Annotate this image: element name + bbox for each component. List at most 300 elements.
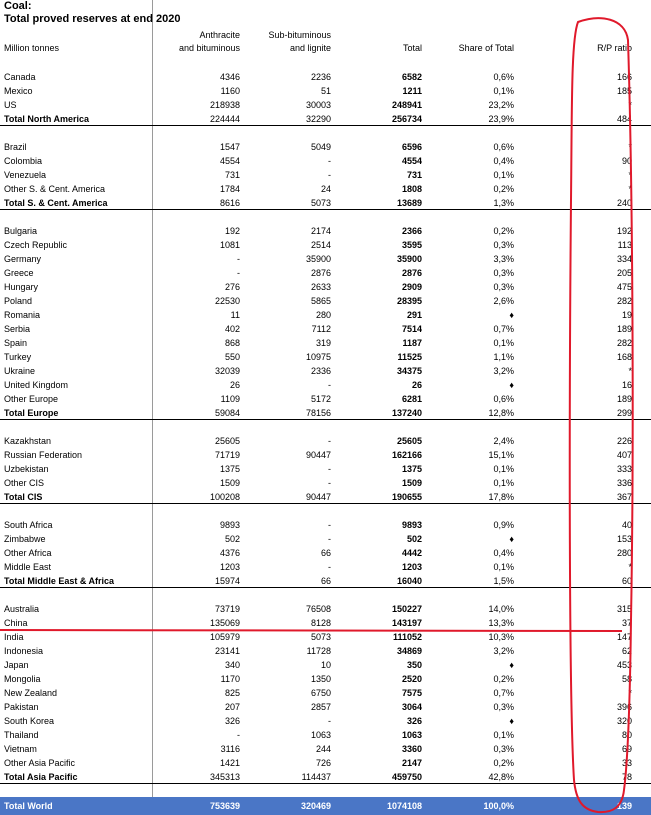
total-underline (0, 503, 651, 504)
rp-ratio-header: R/P ratio (597, 43, 632, 53)
cell-share: 0,4% (493, 548, 514, 558)
cell-tot: 1375 (401, 464, 422, 474)
cell-ant: 1170 (220, 674, 240, 684)
cell-share: 0,1% (493, 170, 514, 180)
cell-tot: 162166 (391, 450, 422, 460)
cell-sub: 10 (320, 660, 331, 670)
cell-rp: 189 (616, 324, 632, 334)
cell-sub: - (328, 464, 331, 474)
cell-tot: 28395 (396, 296, 422, 306)
cell-tot: 6596 (401, 142, 422, 152)
cell-rp: 60 (621, 576, 632, 586)
cell-sub: 66 (320, 576, 331, 586)
cell-tot: 137240 (391, 408, 422, 418)
cell-tot: 16040 (396, 576, 422, 586)
world-total-row (0, 799, 651, 813)
cell-sub: 1350 (310, 674, 331, 684)
table-row (0, 714, 651, 728)
cell-ant: 731 (224, 170, 240, 180)
cell-ant: 105979 (209, 632, 240, 642)
cell-rp: 58 (621, 674, 632, 684)
cell-share: ♦ (509, 660, 514, 670)
cell-sub: 2633 (310, 282, 331, 292)
cell-rp: * (628, 688, 632, 698)
cell-share: 2,4% (493, 436, 514, 446)
cell-share: 1,1% (493, 352, 514, 362)
table-row (0, 98, 651, 112)
cell-share: ♦ (509, 310, 514, 320)
cell-tot: 2876 (401, 268, 422, 278)
cell-rp: 153 (616, 534, 632, 544)
cell-name: South Korea (4, 716, 55, 726)
table-row (0, 518, 651, 532)
table-row (0, 308, 651, 322)
cell-tot: 7575 (401, 688, 422, 698)
cell-share: 17,8% (488, 492, 514, 502)
cell-ant: - (237, 254, 240, 264)
cell-ant: 207 (224, 702, 240, 712)
cell-ant: 340 (224, 660, 240, 670)
cell-share: 0,2% (493, 674, 514, 684)
cell-rp: 90 (621, 156, 632, 166)
cell-rp: 113 (617, 240, 632, 250)
cell-sub: 5172 (310, 394, 331, 404)
cell-tot: 1211 (402, 86, 422, 96)
cell-sub: 5865 (310, 296, 331, 306)
cell-tot: 1063 (401, 730, 422, 740)
total-underline (0, 783, 651, 784)
cell-tot: 2909 (401, 282, 422, 292)
cell-sub: 8128 (310, 618, 331, 628)
cell-share: 0,1% (493, 464, 514, 474)
cell-name: Total Asia Pacific (4, 772, 78, 782)
cell-name: Vietnam (4, 744, 37, 754)
cell-name: Venezuela (4, 170, 47, 180)
cell-tot: 9893 (401, 520, 422, 530)
cell-ant: 1547 (219, 142, 240, 152)
cell-ant: 345313 (209, 772, 240, 782)
anthracite-header-line1: Anthracite (199, 30, 240, 40)
total-underline (0, 125, 651, 126)
cell-tot: 291 (406, 310, 422, 320)
cell-share: 0,1% (493, 730, 514, 740)
cell-name: Total Europe (4, 408, 59, 418)
cell-ant: - (237, 730, 240, 740)
table-row (0, 280, 651, 294)
cell-ant: 1784 (219, 184, 240, 194)
cell-share: 2,6% (493, 296, 514, 306)
cell-ant: 100208 (209, 492, 240, 502)
table-row (0, 658, 651, 672)
cell-ant: 26 (229, 380, 240, 390)
cell-name: Middle East (4, 562, 52, 572)
cell-share: 100,0% (483, 801, 514, 811)
cell-sub: 10975 (305, 352, 331, 362)
cell-sub: 5073 (310, 632, 331, 642)
cell-ant: 3116 (220, 744, 240, 754)
cell-name: Zimbabwe (4, 534, 46, 544)
cell-sub: 5073 (310, 198, 331, 208)
table-row (0, 462, 651, 476)
cell-tot: 3064 (401, 702, 422, 712)
cell-ant: 825 (224, 688, 240, 698)
cell-sub: 90447 (305, 450, 331, 460)
sheet-title: Coal: (4, 0, 32, 12)
cell-ant: 22530 (214, 296, 240, 306)
cell-ant: 1421 (219, 758, 240, 768)
cell-rp: 280 (616, 548, 632, 558)
sheet-subtitle: Total proved reserves at end 2020 (4, 13, 181, 25)
region-total-row (0, 490, 651, 504)
cell-name: Czech Republic (4, 240, 68, 250)
cell-name: Germany (4, 254, 42, 264)
cell-name: Thailand (4, 730, 39, 740)
total-underline (0, 587, 651, 588)
table-row (0, 364, 651, 378)
cell-sub: 114437 (301, 772, 331, 782)
cell-share: 3,2% (493, 366, 514, 376)
cell-name: Other CIS (4, 478, 45, 488)
cell-rp: 80 (621, 730, 632, 740)
share-header: Share of Total (458, 43, 514, 53)
cell-name: Canada (4, 72, 36, 82)
cell-ant: 23141 (214, 646, 240, 656)
cell-rp: 240 (616, 198, 632, 208)
table-row (0, 434, 651, 448)
cell-tot: 2366 (401, 226, 422, 236)
table-row (0, 378, 651, 392)
cell-name: United Kingdom (4, 380, 69, 390)
cell-share: 0,1% (493, 562, 514, 572)
cell-ant: 9893 (219, 520, 240, 530)
total-header: Total (402, 43, 422, 53)
cell-ant: 1081 (219, 240, 240, 250)
cell-sub: - (328, 562, 331, 572)
cell-name: New Zealand (4, 688, 58, 698)
cell-rp: 40 (621, 520, 632, 530)
cell-sub: - (328, 156, 331, 166)
cell-share: 12,8% (488, 408, 514, 418)
cell-share: 10,3% (488, 632, 514, 642)
cell-rp: * (628, 170, 632, 180)
cell-share: 0,9% (493, 520, 514, 530)
cell-sub: - (328, 436, 331, 446)
cell-tot: 256734 (391, 114, 422, 124)
cell-rp: 69 (621, 744, 632, 754)
cell-name: Pakistan (4, 702, 39, 712)
cell-tot: 1509 (401, 478, 422, 488)
cell-rp: 367 (616, 492, 632, 502)
cell-ant: 8616 (219, 198, 240, 208)
cell-sub: 66 (320, 548, 331, 558)
cell-share: ♦ (509, 534, 514, 544)
cell-ant: 276 (224, 282, 240, 292)
cell-rp: 166 (616, 72, 632, 82)
table-row (0, 350, 651, 364)
region-total-row (0, 112, 651, 126)
cell-name: Mexico (4, 86, 33, 96)
region-total-row (0, 770, 651, 784)
cell-sub: 2876 (310, 268, 331, 278)
cell-sub: 51 (320, 86, 331, 96)
cell-name: China (4, 618, 28, 628)
cell-share: 0,3% (493, 268, 514, 278)
region-total-row (0, 196, 651, 210)
cell-sub: 2857 (310, 702, 331, 712)
table-row (0, 476, 651, 490)
cell-rp: * (628, 142, 632, 152)
cell-sub: 280 (315, 310, 331, 320)
cell-name: Kazakhstan (4, 436, 52, 446)
cell-ant: 218938 (209, 100, 240, 110)
cell-ant: 1375 (219, 464, 240, 474)
cell-sub: 319 (315, 338, 331, 348)
cell-name: Romania (4, 310, 41, 320)
cell-rp: 189 (616, 394, 632, 404)
cell-share: 0,3% (493, 744, 514, 754)
cell-share: 0,6% (493, 72, 514, 82)
region-total-row (0, 574, 651, 588)
cell-sub: 90447 (305, 492, 331, 502)
cell-sub: 726 (315, 758, 331, 768)
cell-rp: 475 (616, 282, 632, 292)
table-row (0, 266, 651, 280)
cell-ant: 11 (230, 310, 240, 320)
table-row (0, 336, 651, 350)
table-row (0, 84, 651, 98)
cell-rp: 484 (616, 114, 632, 124)
cell-tot: 1808 (401, 184, 422, 194)
subbituminous-header-line2: and lignite (289, 43, 331, 53)
cell-rp: * (628, 366, 632, 376)
table-row (0, 630, 651, 644)
table-row (0, 616, 651, 630)
cell-tot: 2147 (401, 758, 422, 768)
cell-name: Japan (4, 660, 29, 670)
cell-rp: 139 (616, 801, 632, 811)
table-row (0, 560, 651, 574)
table-row (0, 294, 651, 308)
cell-share: 13,3% (488, 618, 514, 628)
table-row (0, 224, 651, 238)
table-row (0, 644, 651, 658)
cell-name: Mongolia (4, 674, 41, 684)
cell-rp: 282 (616, 338, 632, 348)
cell-ant: 1203 (219, 562, 240, 572)
cell-share: 1,3% (493, 198, 514, 208)
cell-sub: 76508 (305, 604, 331, 614)
cell-tot: 143197 (391, 618, 422, 628)
cell-share: 14,0% (488, 604, 514, 614)
cell-sub: 32290 (305, 114, 331, 124)
cell-rp: 396 (616, 702, 632, 712)
cell-name: Russian Federation (4, 450, 83, 460)
table-row (0, 140, 651, 154)
cell-rp: 147 (616, 632, 632, 642)
cell-sub: 78156 (305, 408, 331, 418)
cell-sub: - (328, 170, 331, 180)
cell-tot: 34869 (396, 646, 422, 656)
cell-ant: 71719 (214, 450, 240, 460)
cell-share: 0,7% (493, 324, 514, 334)
cell-rp: 282 (616, 296, 632, 306)
cell-name: Poland (4, 296, 33, 306)
cell-name: Uzbekistan (4, 464, 49, 474)
cell-ant: 502 (224, 534, 240, 544)
cell-ant: 1160 (220, 86, 240, 96)
cell-share: 3,3% (493, 254, 514, 264)
table-row (0, 238, 651, 252)
cell-tot: 150227 (391, 604, 422, 614)
cell-tot: 6582 (401, 72, 422, 82)
cell-sub: - (328, 534, 331, 544)
cell-rp: 37 (621, 618, 632, 628)
cell-ant: 550 (224, 352, 240, 362)
cell-rp: 78 (621, 772, 632, 782)
cell-tot: 6281 (401, 394, 422, 404)
table-row (0, 672, 651, 686)
table-row (0, 448, 651, 462)
cell-share: 15,1% (488, 450, 514, 460)
cell-sub: 11728 (306, 646, 331, 656)
cell-sub: 24 (320, 184, 331, 194)
cell-ant: 32039 (214, 366, 240, 376)
cell-share: 0,3% (493, 282, 514, 292)
table-row (0, 686, 651, 700)
cell-share: ♦ (509, 716, 514, 726)
cell-tot: 26 (411, 380, 422, 390)
cell-tot: 190655 (391, 492, 422, 502)
cell-rp: * (628, 184, 632, 194)
cell-ant: 753639 (209, 801, 240, 811)
cell-share: 0,2% (493, 758, 514, 768)
cell-rp: 407 (616, 450, 632, 460)
cell-name: Total CIS (4, 492, 43, 502)
cell-name: Indonesia (4, 646, 44, 656)
table-row (0, 742, 651, 756)
cell-tot: 459750 (391, 772, 422, 782)
cell-tot: 350 (406, 660, 422, 670)
cell-sub: - (328, 520, 331, 530)
cell-share: 0,7% (493, 688, 514, 698)
cell-rp: 205 (616, 268, 632, 278)
cell-share: 0,1% (493, 86, 514, 96)
cell-name: Other Europe (4, 394, 59, 404)
cell-sub: 30003 (305, 100, 331, 110)
cell-name: Ukraine (4, 366, 36, 376)
cell-sub: 244 (315, 744, 331, 754)
cell-share: 42,8% (488, 772, 514, 782)
cell-rp: * (628, 100, 632, 110)
cell-rp: 333 (616, 464, 632, 474)
cell-share: 1,5% (493, 576, 514, 586)
cell-ant: 224444 (209, 114, 240, 124)
cell-name: Other S. & Cent. America (4, 184, 106, 194)
cell-tot: 4442 (401, 548, 422, 558)
cell-ant: 73719 (214, 604, 240, 614)
cell-tot: 111052 (392, 632, 422, 642)
table-row (0, 392, 651, 406)
cell-name: Total World (4, 801, 53, 811)
cell-name: Greece (4, 268, 34, 278)
cell-ant: 326 (224, 716, 240, 726)
table-row (0, 252, 651, 266)
cell-name: Total Middle East & Africa (4, 576, 115, 586)
cell-rp: 33 (621, 758, 632, 768)
table-row (0, 70, 651, 84)
cell-tot: 4554 (401, 156, 422, 166)
cell-ant: 59084 (214, 408, 240, 418)
cell-sub: 2336 (310, 366, 331, 376)
cell-ant: 4346 (219, 72, 240, 82)
cell-rp: 453 (616, 660, 632, 670)
cell-rp: 62 (621, 646, 632, 656)
cell-sub: - (328, 380, 331, 390)
cell-tot: 7514 (401, 324, 422, 334)
cell-tot: 502 (406, 534, 422, 544)
cell-ant: 15974 (214, 576, 240, 586)
cell-tot: 1074108 (386, 801, 422, 811)
cell-name: Australia (4, 604, 40, 614)
table-row (0, 182, 651, 196)
cell-share: 0,1% (493, 338, 514, 348)
cell-rp: 315 (616, 604, 632, 614)
cell-ant: 192 (224, 226, 240, 236)
cell-tot: 731 (406, 170, 422, 180)
table-row (0, 728, 651, 742)
cell-name: US (4, 100, 17, 110)
cell-name: Spain (4, 338, 28, 348)
cell-tot: 11525 (397, 352, 422, 362)
cell-rp: 226 (616, 436, 632, 446)
cell-name: Colombia (4, 156, 43, 166)
cell-tot: 3595 (401, 240, 422, 250)
cell-tot: 34375 (396, 366, 422, 376)
cell-tot: 1203 (401, 562, 422, 572)
cell-share: ♦ (509, 380, 514, 390)
cell-sub: 2514 (310, 240, 331, 250)
subbituminous-header-line1: Sub-bituminous (268, 30, 331, 40)
table-row (0, 532, 651, 546)
cell-sub: 5049 (310, 142, 331, 152)
anthracite-header-line2: and bituminous (178, 43, 240, 53)
cell-name: Bulgaria (4, 226, 38, 236)
cell-name: Brazil (4, 142, 27, 152)
cell-rp: 334 (616, 254, 632, 264)
total-underline (0, 209, 651, 210)
cell-rp: 320 (616, 716, 632, 726)
cell-name: India (4, 632, 24, 642)
cell-share: 23,2% (488, 100, 514, 110)
cell-rp: 19 (621, 310, 632, 320)
cell-tot: 25605 (396, 436, 422, 446)
table-row (0, 756, 651, 770)
cell-rp: 336 (616, 478, 632, 488)
unit-header: Million tonnes (4, 43, 60, 53)
cell-share: 0,2% (493, 184, 514, 194)
cell-tot: 326 (406, 716, 422, 726)
cell-name: Serbia (4, 324, 31, 334)
table-row (0, 154, 651, 168)
cell-sub: - (328, 716, 331, 726)
region-total-row (0, 406, 651, 420)
table-row (0, 602, 651, 616)
cell-share: 0,4% (493, 156, 514, 166)
table-row (0, 700, 651, 714)
cell-rp: 192 (616, 226, 632, 236)
cell-tot: 3360 (401, 744, 422, 754)
cell-rp: * (628, 562, 632, 572)
